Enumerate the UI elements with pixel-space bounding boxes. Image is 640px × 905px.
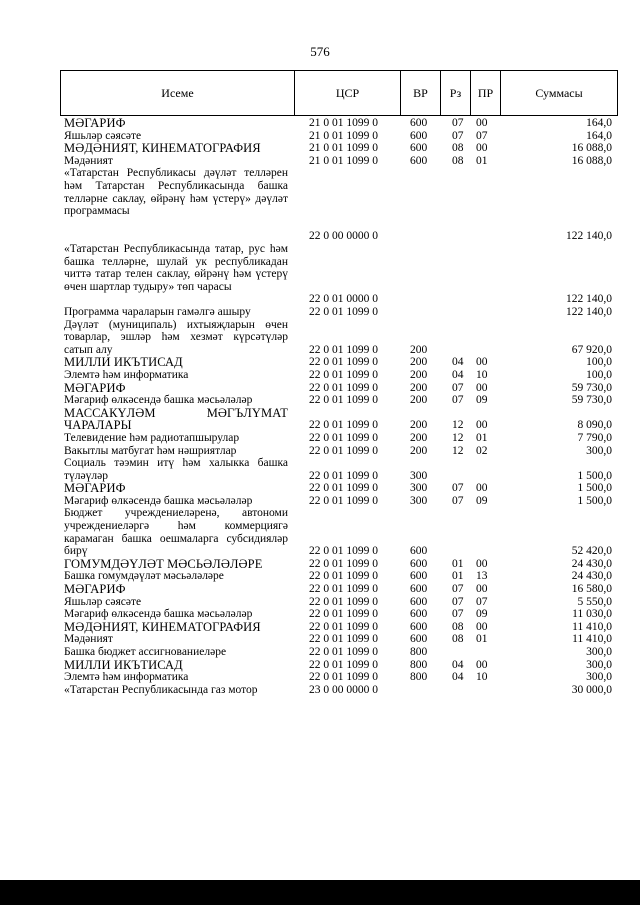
row-vr: 600 [410,117,428,129]
row-name: Мәгариф өлкәсендә башка мәсьәләләр [64,494,253,507]
row-rz: 04 [452,368,464,381]
header-sum: Суммасы [535,86,583,100]
row-vr: 600 [410,608,428,621]
row-sum: 300,0 [586,444,612,457]
row-sum: 24 430,0 [571,557,612,570]
header-csr: ЦСР [295,71,401,115]
row-name: «Татарстан Республикасында газ мотор [64,683,258,696]
row-name: МӘГАРИФ [64,481,126,496]
table-row [60,167,618,243]
row-name: МӘГАРИФ [64,582,126,597]
row-name: Мәгариф өлкәсендә башка мәсьәләләр [64,608,253,621]
row-rz: 12 [452,419,464,432]
row-name: Дәүләт (муниципаль) ихтыяҗларын өчен товарлар, эшләр һәм хезмәт күрсәтүләр сатып алу [64,318,288,356]
row-name: «Татарстан Республикасында татар, рус һәм башка телләрне, шулай ук республикадан читтә татар телен саклау, өйрәнү һәм үстерү өчен шартлар тудыру» төп чарасы [64,242,288,293]
row-name: «Татарстан Республикасы дәүләт телләрен һәм Татарстан Республикасында башка телләрне саклау, өйрәнү һәм үстерү» дәүләт программасы [64,167,288,218]
table-row [60,507,618,557]
row-sum: 164,0 [586,129,612,142]
row-pr: 09 [476,394,488,407]
row-rz: 07 [452,394,464,407]
row-name: МИЛЛИ ИКЪТИСАД [64,657,183,672]
row-pr: 00 [476,658,488,671]
table-row [60,394,618,407]
row-rz: 04 [452,671,464,684]
row-csr: 22 0 01 1099 0 [309,381,378,394]
table-row [60,633,618,646]
row-vr: 300 [410,469,428,482]
row-pr: 01 [476,633,488,646]
row-csr: 23 0 00 0000 0 [309,683,378,696]
table-row [60,558,618,571]
row-sum: 5 550,0 [577,595,612,608]
row-sum: 11 030,0 [572,608,612,621]
page-number: 576 [310,44,330,59]
row-rz: 07 [452,595,464,608]
table-row [60,608,618,621]
row-vr: 200 [410,381,428,394]
row-vr: 600 [410,154,428,167]
row-vr: 600 [410,142,428,155]
row-pr: 01 [476,154,488,167]
row-csr: 22 0 01 1099 0 [309,305,378,318]
row-sum: 52 420,0 [571,545,612,558]
row-rz: 07 [452,482,464,495]
table-row [60,243,618,306]
footer-bar [0,880,640,905]
row-csr: 22 0 01 1099 0 [309,343,378,356]
table-header [60,70,618,116]
row-vr: 300 [410,482,428,495]
table-row [60,356,618,369]
table-row [60,319,618,357]
row-csr: 22 0 01 1099 0 [309,444,378,457]
table-row [60,445,618,458]
row-csr: 22 0 01 1099 0 [309,646,378,659]
row-name: Элемтә һәм информатика [64,671,189,684]
row-rz: 04 [452,356,464,369]
row-sum: 1 500,0 [577,469,612,482]
row-name: МИЛЛИ ИКЪТИСАД [64,355,183,370]
header-pr: ПР [471,71,501,115]
row-csr: 22 0 01 1099 0 [309,658,378,671]
row-vr: 600 [410,545,428,558]
table-row [60,142,618,155]
row-name: МӘДӘНИЯТ, КИНЕМАТОГРАФИЯ [64,619,261,634]
row-pr: 00 [476,620,488,633]
row-rz: 07 [452,381,464,394]
row-vr: 600 [410,595,428,608]
row-vr: 300 [410,494,428,507]
row-pr: 00 [476,482,488,495]
row-vr: 200 [410,419,428,432]
row-sum: 16 580,0 [571,583,612,596]
row-vr: 600 [410,583,428,596]
row-sum: 7 790,0 [577,431,612,444]
row-sum: 164,0 [586,117,612,129]
table-row [60,570,618,583]
row-rz: 08 [452,154,464,167]
row-name: Мәдәният [64,154,113,167]
row-csr: 22 0 01 1099 0 [309,608,378,621]
row-rz: 01 [452,557,464,570]
row-csr: 21 0 01 1099 0 [309,117,378,129]
row-pr: 02 [476,444,488,457]
row-name: Бюджет учреждениеләренә, автономи учреждениеләргә һәм коммерциягә карамаган башка оешмаларга субсидияләр бирү [64,507,288,558]
row-rz: 08 [452,620,464,633]
row-sum: 67 920,0 [571,343,612,356]
row-rz: 12 [452,431,464,444]
row-csr: 22 0 01 1099 0 [309,394,378,407]
row-vr: 200 [410,343,428,356]
row-name: МАССАКҮЛӘМ МӘГЪЛҮМАТ ЧАРАЛАРЫ [64,405,288,433]
row-csr: 21 0 01 1099 0 [309,154,378,167]
row-csr: 22 0 01 1099 0 [309,482,378,495]
row-vr: 600 [410,633,428,646]
row-rz: 12 [452,444,464,457]
table-row [60,495,618,508]
row-csr: 22 0 01 1099 0 [309,368,378,381]
row-pr: 00 [476,142,488,155]
table-row [60,306,618,319]
row-csr: 22 0 01 1099 0 [309,557,378,570]
row-pr: 01 [476,431,488,444]
row-csr: 22 0 01 1099 0 [309,494,378,507]
row-pr: 09 [476,494,488,507]
row-pr: 00 [476,356,488,369]
table-row [60,407,618,432]
row-csr: 22 0 01 1099 0 [309,545,378,558]
row-sum: 24 430,0 [571,570,612,583]
row-rz: 07 [452,583,464,596]
row-vr: 600 [410,620,428,633]
row-sum: 59 730,0 [571,394,612,407]
row-vr: 200 [410,394,428,407]
row-vr: 600 [410,557,428,570]
row-pr: 00 [476,583,488,596]
table-row [60,482,618,495]
row-csr: 21 0 01 1099 0 [309,142,378,155]
row-vr: 200 [410,356,428,369]
row-sum: 122 140,0 [566,305,612,318]
row-name: МӘГАРИФ [64,116,126,130]
row-sum: 100,0 [586,368,612,381]
row-csr: 22 0 01 1099 0 [309,620,378,633]
row-name: МӘДӘНИЯТ, КИНЕМАТОГРАФИЯ [64,141,261,156]
row-name: ГОМУМДӘҮЛӘТ МӘСЬӘЛӘЛӘРЕ [64,556,263,571]
row-csr: 22 0 01 1099 0 [309,583,378,596]
row-rz: 07 [452,129,464,142]
row-name: Телевидение һәм радиотапшырулар [64,431,240,444]
row-name: Яшьләр сәясәте [64,129,142,142]
row-vr: 600 [410,570,428,583]
table-row [60,596,618,609]
row-name: Мәдәният [64,633,113,646]
row-csr: 22 0 01 1099 0 [309,356,378,369]
row-sum: 16 088,0 [571,154,612,167]
table-row [60,671,618,684]
row-rz: 07 [452,608,464,621]
row-rz: 04 [452,658,464,671]
row-pr: 00 [476,117,488,129]
row-sum: 300,0 [586,646,612,659]
row-rz: 07 [452,117,464,129]
row-pr: 00 [476,381,488,394]
table-row [60,659,618,672]
table-row [60,583,618,596]
row-sum: 122 140,0 [566,230,612,243]
row-vr: 200 [410,444,428,457]
row-vr: 200 [410,368,428,381]
row-pr: 00 [476,419,488,432]
table-row [60,432,618,445]
row-sum: 122 140,0 [566,293,612,306]
row-pr: 00 [476,557,488,570]
row-sum: 16 088,0 [571,142,612,155]
row-pr: 09 [476,608,488,621]
row-csr: 22 0 00 0000 0 [309,230,378,243]
row-name: Яшьләр сәясәте [64,595,142,608]
row-name: Вакытлы матбугат һәм нәшриятлар [64,444,237,457]
row-csr: 22 0 01 1099 0 [309,570,378,583]
row-name: МӘГАРИФ [64,380,126,395]
table-row [60,117,618,130]
row-sum: 30 000,0 [571,683,612,696]
table-row [60,684,618,697]
row-pr: 07 [476,129,488,142]
row-name: Башка бюджет ассигнованиеләре [64,646,227,659]
row-csr: 22 0 01 1099 0 [309,419,378,432]
header-name: Исеме [61,71,295,115]
row-csr: 22 0 01 0000 0 [309,293,378,306]
row-csr: 22 0 01 1099 0 [309,431,378,444]
row-vr: 600 [410,129,428,142]
table-row [60,155,618,168]
row-sum: 300,0 [586,671,612,684]
row-vr: 800 [410,658,428,671]
row-vr: 200 [410,431,428,444]
row-rz: 08 [452,633,464,646]
table-row [60,621,618,634]
header-rz: Рз [441,71,471,115]
row-pr: 10 [476,671,488,684]
row-sum: 1 500,0 [577,494,612,507]
row-sum: 100,0 [586,356,612,369]
row-sum: 11 410,0 [572,620,612,633]
table-row [60,457,618,482]
row-name: Башка гомумдәүләт мәсьәләләре [64,570,224,583]
row-name: Элемтә һәм информатика [64,368,189,381]
row-sum: 11 410,0 [572,633,612,646]
row-vr: 800 [410,671,428,684]
row-rz: 07 [452,494,464,507]
row-name: Мәгариф өлкәсендә башка мәсьәләләр [64,394,253,407]
row-csr: 21 0 01 1099 0 [309,129,378,142]
row-rz: 08 [452,142,464,155]
table-body [60,117,618,696]
row-rz: 01 [452,570,464,583]
header-vr: ВР [401,71,441,115]
row-pr: 10 [476,368,488,381]
table-row [60,369,618,382]
row-csr: 22 0 01 1099 0 [309,595,378,608]
row-csr: 22 0 01 1099 0 [309,469,378,482]
table-row [60,382,618,395]
row-sum: 8 090,0 [577,419,612,432]
row-name: Программа чараларын гамәлгә ашыру [64,305,251,318]
row-csr: 22 0 01 1099 0 [309,633,378,646]
table-row [60,646,618,659]
row-pr: 07 [476,595,488,608]
row-sum: 1 500,0 [577,482,612,495]
row-sum: 59 730,0 [571,381,612,394]
row-name: Социаль тәэмин итү һәм халыкка башка түләүләр [64,457,288,482]
row-sum: 300,0 [586,658,612,671]
row-vr: 800 [410,646,428,659]
row-pr: 13 [476,570,488,583]
row-csr: 22 0 01 1099 0 [309,671,378,684]
